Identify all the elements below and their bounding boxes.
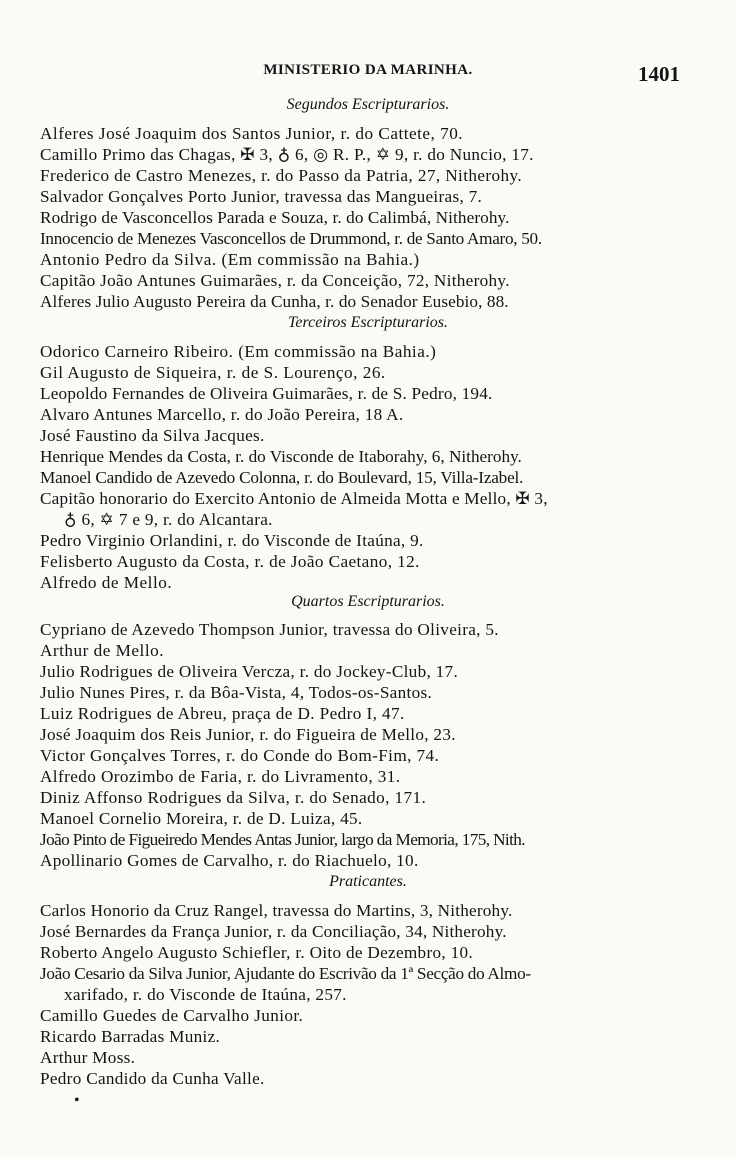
section-title-terceiros: Terceiros Escripturarios. [287, 314, 448, 331]
entry-line: Salvador Gonçalves Porto Junior, travessa das Mangueiras, 7. [40, 187, 483, 206]
running-title: MINISTERIO DA MARINHA. [263, 62, 473, 78]
entry-line: Ricardo Barradas Muniz. [40, 1027, 221, 1046]
entry-line: Felisberto Augusto da Costa, r. de João Caetano, 12. [40, 552, 420, 571]
entry-line: Victor Gonçalves Torres, r. do Conde do Bom-Fim, 74. [40, 746, 440, 765]
entry-line: José Faustino da Silva Jacques. [40, 426, 265, 445]
entry-line: Alfredo de Mello. [40, 573, 173, 592]
entry-line-continuation: ♁ 6, ✡ 7 e 9, r. do Alcantara. [64, 510, 273, 529]
entry-line: Gil Augusto de Siqueira, r. de S. Lourenço, 26. [40, 363, 386, 382]
entry-line: Carlos Honorio da Cruz Rangel, travessa do Martins, 3, Nitherohy. [40, 901, 513, 920]
entry-line: Manoel Cornelio Moreira, r. de D. Luiza, 45. [40, 809, 363, 828]
entry-line: Arthur de Mello. [40, 641, 164, 660]
entry-line: Julio Nunes Pires, r. da Bôa-Vista, 4, Todos-os-Santos. [40, 683, 433, 702]
entry-line: Alvaro Antunes Marcello, r. do João Pereira, 18 A. [40, 405, 404, 424]
entry-line: Antonio Pedro da Silva. (Em commissão na Bahia.) [40, 250, 420, 269]
entry-line: Luiz Rodrigues de Abreu, praça de D. Pedro I, 47. [40, 704, 405, 723]
entry-line: Frederico de Castro Menezes, r. do Passo da Patria, 27, Nitherohy. [40, 166, 523, 185]
entry-line: Apollinario Gomes de Carvalho, r. do Riachuelo, 10. [40, 851, 419, 870]
entry-line: Alferes Julio Augusto Pereira da Cunha, r. do Senador Eusebio, 88. [40, 292, 509, 311]
entry-line: Alferes José Joaquim dos Santos Junior, r. do Cattete, 70. [40, 124, 464, 143]
section-title-quartos: Quartos Escripturarios. [291, 593, 445, 610]
entry-line: Alfredo Orozimbo de Faria, r. do Livramento, 31. [40, 767, 401, 786]
entry-line: Julio Rodrigues de Oliveira Vercza, r. do Jockey-Club, 17. [40, 662, 459, 681]
entry-line: Pedro Virginio Orlandini, r. do Visconde de Itaúna, 9. [40, 531, 424, 550]
entry-line: Manoel Candido de Azevedo Colonna, r. do Boulevard, 15, Villa-Izabel. [40, 468, 524, 487]
entry-line: Roberto Angelo Augusto Schiefler, r. Oito de Dezembro, 10. [40, 943, 473, 962]
entry-line: João Cesario da Silva Junior, Ajudante do Escrivão da 1ª Secção do Almo- [40, 964, 531, 983]
page-header [0, 62, 736, 86]
entry-line: Pedro Candido da Cunha Valle. [40, 1069, 265, 1088]
entry-line: José Bernardes da França Junior, r. da Conciliação, 34, Nitherohy. [40, 922, 507, 941]
entry-line: Capitão João Antunes Guimarães, r. da Conceição, 72, Nitherohy. [40, 271, 510, 290]
entry-line: Cypriano de Azevedo Thompson Junior, travessa do Oliveira, 5. [40, 620, 499, 639]
entry-line: João Pinto de Figueiredo Mendes Antas Junior, largo da Memoria, 175, Nith. [40, 830, 525, 849]
entry-line: Camillo Guedes de Carvalho Junior. [40, 1006, 304, 1025]
entry-line: Innocencio de Menezes Vasconcellos de Drummond, r. de Santo Amaro, 50. [40, 229, 542, 248]
page-number: 1401 [638, 62, 680, 86]
entry-line: Odorico Carneiro Ribeiro. (Em commissão na Bahia.) [40, 342, 437, 361]
entry-line: Leopoldo Fernandes de Oliveira Guimarães, r. de S. Pedro, 194. [40, 384, 493, 403]
entry-line: Capitão honorario do Exercito Antonio de Almeida Motta e Mello, ✠ 3, [40, 489, 548, 508]
entry-line: Diniz Affonso Rodrigues da Silva, r. do Senado, 171. [40, 788, 427, 807]
entry-line: Camillo Primo das Chagas, ✠ 3, ♁ 6, ◎ R. P., ✡ 9, r. do Nuncio, 17. [40, 145, 534, 164]
entry-line: Arthur Moss. [40, 1048, 136, 1067]
entry-line: Henrique Mendes da Costa, r. do Visconde de Itaborahy, 6, Nitherohy. [40, 447, 522, 466]
entry-line: Rodrigo de Vasconcellos Parada e Souza, r. do Calimbá, Nitherohy. [40, 208, 510, 227]
entry-line: José Joaquim dos Reis Junior, r. do Figueira de Mello, 23. [40, 725, 456, 744]
entry-line-continuation: xarifado, r. do Visconde de Itaúna, 257. [64, 985, 347, 1004]
section-title-praticantes: Praticantes. [329, 873, 407, 890]
printer-mark: • [74, 1092, 80, 1109]
section-title-segundos: Segundos Escripturarios. [286, 96, 450, 113]
